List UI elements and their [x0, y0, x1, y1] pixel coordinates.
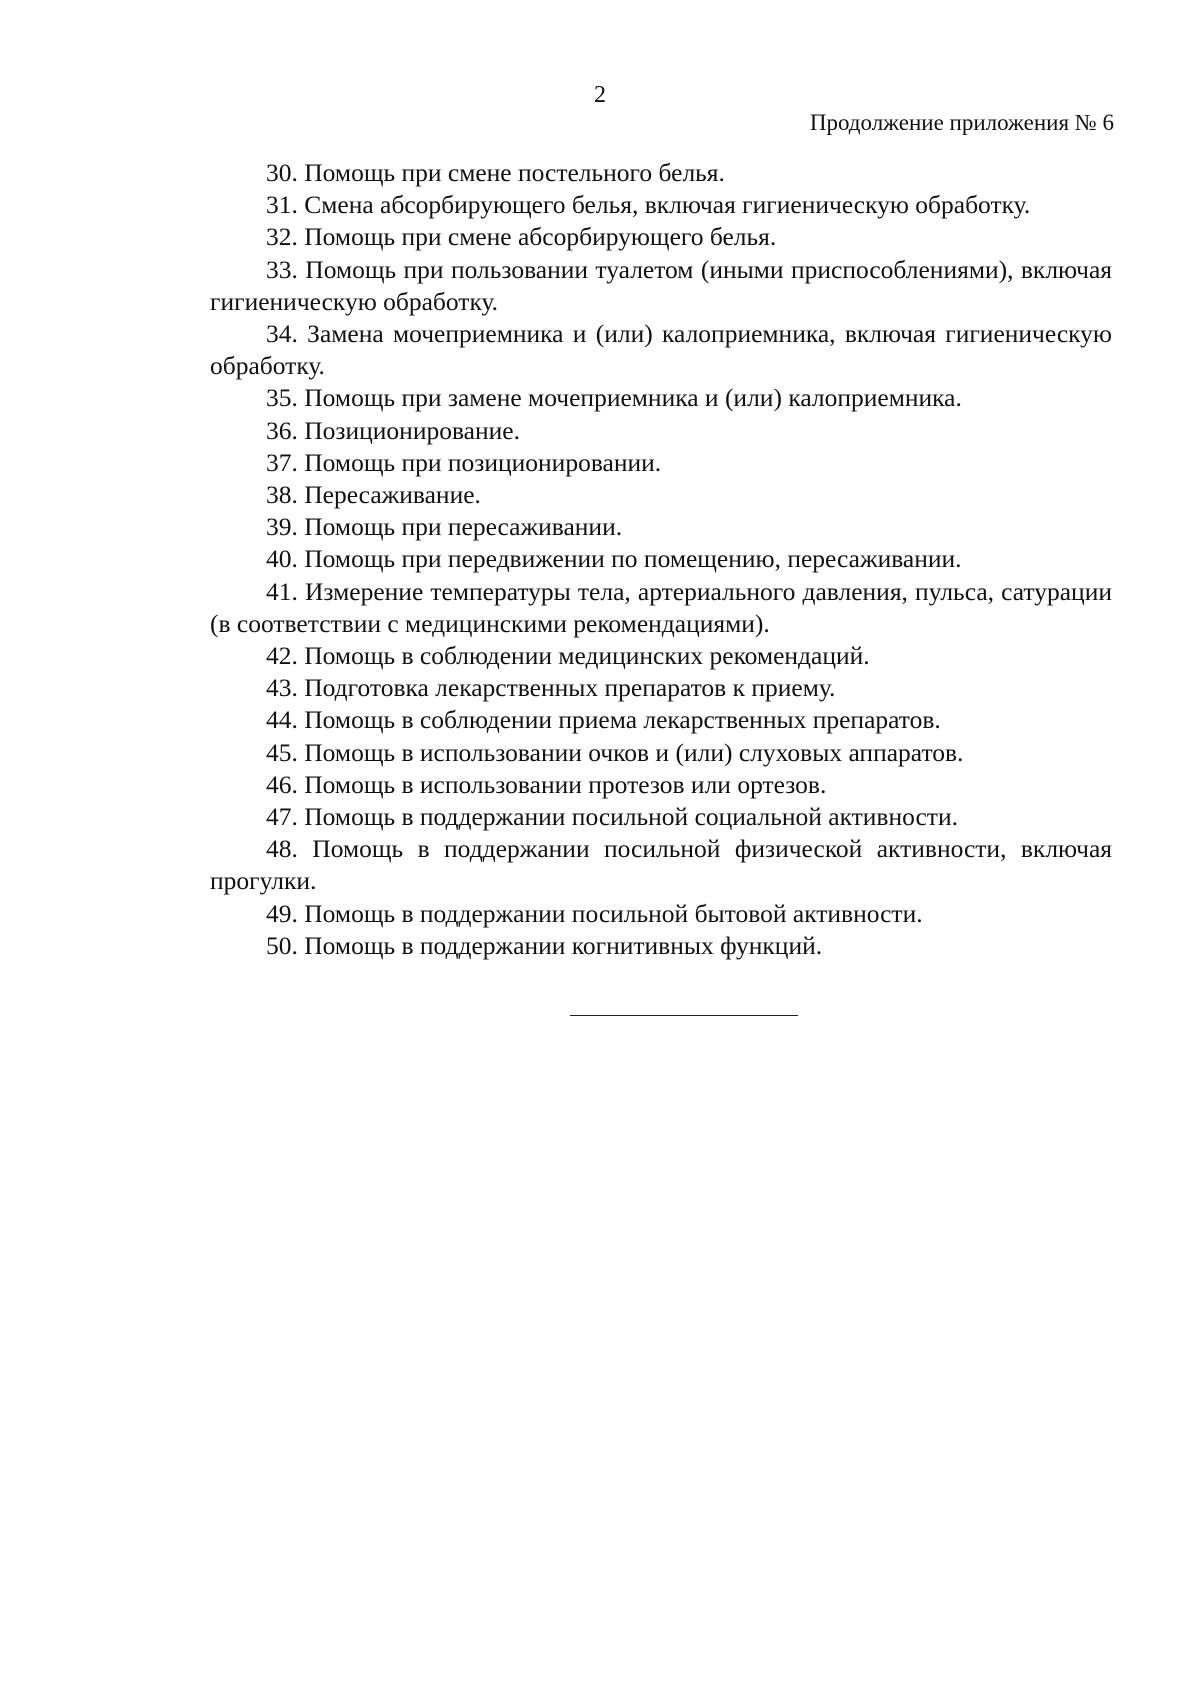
list-item: 33. Помощь при пользовании туалетом (иными приспособлениями), включая гигиеническую обработку.	[210, 254, 1112, 316]
list-item: 50. Помощь в поддержании когнитивных функций.	[266, 930, 823, 960]
list-item: 46. Помощь в использовании протезов или ортезов.	[266, 769, 827, 799]
list-item: 37. Помощь при позиционировании.	[266, 447, 662, 477]
page-number: 2	[594, 82, 606, 108]
list-item: 31. Смена абсорбирующего белья, включая гигиеническую обработку.	[266, 190, 1031, 220]
list-item: 39. Помощь при пересаживании.	[266, 512, 623, 542]
list-item: 44. Помощь в соблюдении приема лекарственных препаратов.	[266, 705, 941, 735]
list-item: 34. Замена мочеприемника и (или) калоприемника, включая гигиеническую обработку.	[210, 319, 1112, 381]
list-item: 35. Помощь при замене мочеприемника и (или) калоприемника.	[266, 383, 962, 413]
appendix-continuation-note: Продолжение приложения № 6	[809, 110, 1114, 135]
end-separator-line	[570, 1015, 798, 1016]
list-item: 30. Помощь при смене постельного белья.	[266, 158, 725, 187]
list-item: 32. Помощь при смене абсорбирующего белья.	[266, 222, 777, 252]
list-item: 47. Помощь в поддержании посильной социальной активности.	[266, 802, 958, 832]
list-item: 45. Помощь в использовании очков и (или) слуховых аппаратов.	[266, 737, 964, 767]
list-item: 36. Позиционирование.	[266, 415, 520, 445]
services-list	[210, 157, 1112, 962]
list-item: 43. Подготовка лекарственных препаратов к приему.	[266, 673, 836, 703]
list-item: 48. Помощь в поддержании посильной физической активности, включая прогулки.	[210, 834, 1112, 896]
list-item: 42. Помощь в соблюдении медицинских рекомендаций.	[266, 641, 870, 671]
list-item: 49. Помощь в поддержании посильной бытовой активности.	[266, 898, 923, 928]
list-item: 41. Измерение температуры тела, артериального давления, пульса, сатурации (в соответствии с медицинскими рекомендациями).	[210, 576, 1112, 638]
list-item: 40. Помощь при передвижении по помещению, пересаживании.	[266, 544, 962, 574]
list-item: 38. Пересаживание.	[266, 480, 481, 510]
